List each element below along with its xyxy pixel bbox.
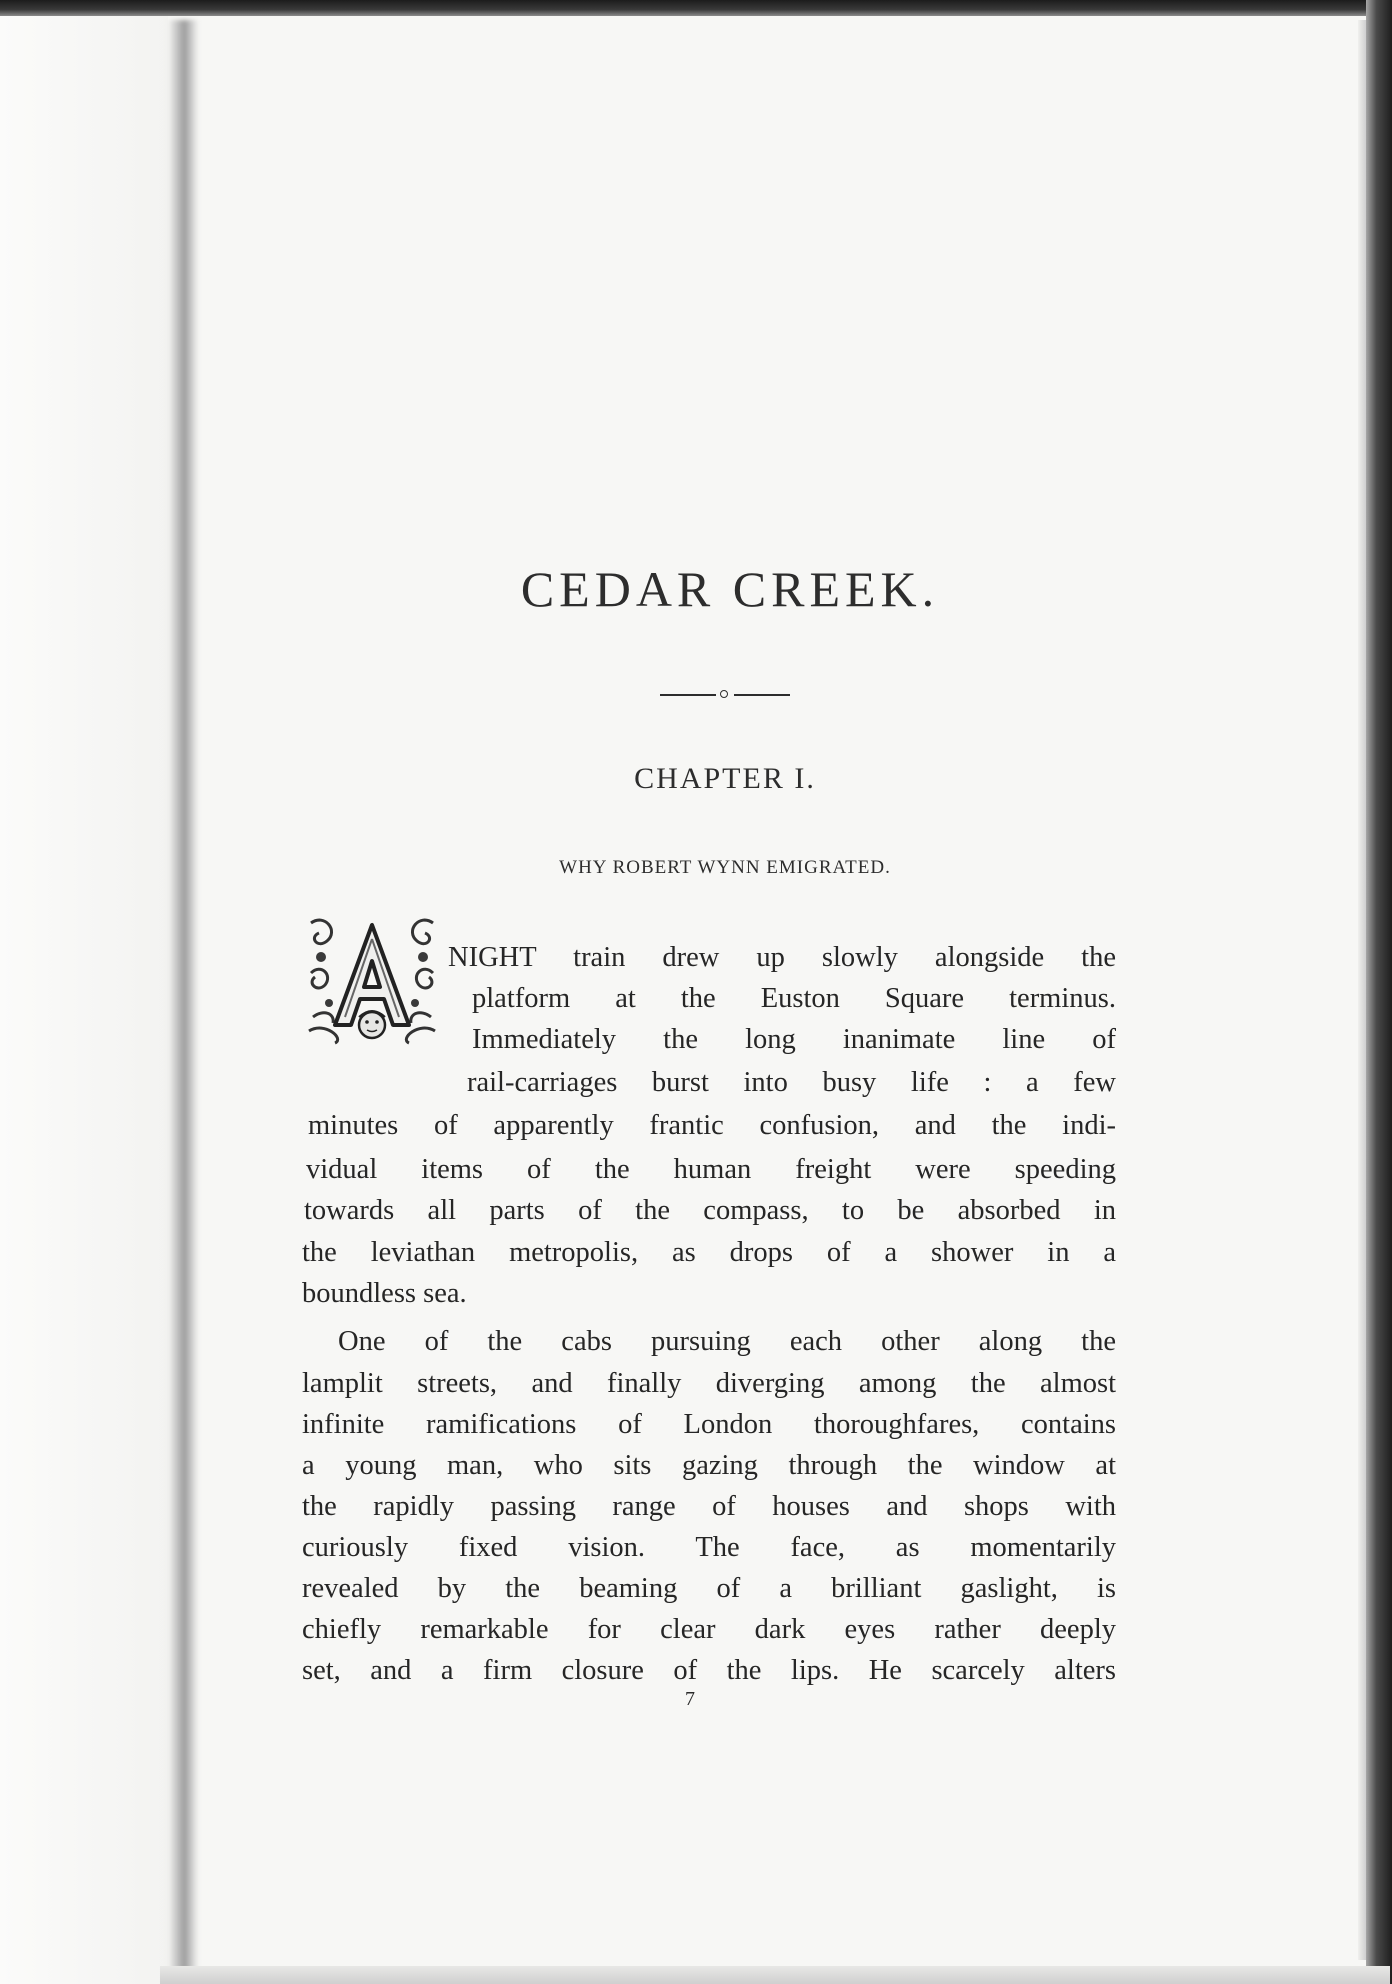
book-cover-edge bbox=[1366, 0, 1392, 1984]
left-blank-leaf bbox=[0, 16, 168, 1984]
text-line: boundless sea. bbox=[302, 1278, 467, 1309]
text-line: chiefly remarkable for clear dark eyes rather deeply bbox=[302, 1614, 1116, 1645]
text-line: Immediately the long inanimate line of bbox=[472, 1024, 1116, 1055]
text-line: revealed by the beaming of a brilliant gaslight, is bbox=[302, 1573, 1116, 1604]
text-line: One of the cabs pursuing each other along the bbox=[338, 1326, 1116, 1357]
text-line: set, and a firm closure of the lips. He scarcely alters bbox=[302, 1655, 1116, 1686]
text-line: the rapidly passing range of houses and shops with bbox=[302, 1491, 1116, 1522]
text-line: rail-carriages burst into busy life : a few bbox=[467, 1067, 1116, 1098]
page-number: 7 bbox=[685, 1688, 695, 1710]
text-line: curiously fixed vision. The face, as momentarily bbox=[302, 1532, 1116, 1563]
text-line: towards all parts of the compass, to be absorbed in bbox=[304, 1195, 1116, 1226]
text-line: lamplit streets, and finally diverging among the almost bbox=[302, 1368, 1116, 1399]
binding-gutter bbox=[168, 20, 198, 1970]
chapter-title: CHAPTER I. bbox=[634, 762, 816, 795]
text-line: infinite ramifications of London thoroughfares, contains bbox=[302, 1409, 1116, 1440]
text-line: minutes of apparently frantic confusion, and the indi- bbox=[308, 1110, 1116, 1141]
book-title: CEDAR CREEK. bbox=[520, 561, 940, 617]
scan-bottom-edge bbox=[160, 1966, 1390, 1984]
ornamental-drop-cap bbox=[305, 913, 439, 1047]
chapter-subtitle: WHY ROBERT WYNN EMIGRATED. bbox=[559, 857, 891, 878]
text-line: vidual items of the human freight were speeding bbox=[306, 1154, 1116, 1185]
text-line: the leviathan metropolis, as drops of a shower in a bbox=[302, 1237, 1116, 1268]
text-line: a young man, who sits gazing through the window at bbox=[302, 1450, 1116, 1481]
text-line: platform at the Euston Square terminus. bbox=[472, 983, 1116, 1014]
scan-top-edge bbox=[0, 0, 1392, 16]
text-line: NIGHT train drew up slowly alongside the bbox=[448, 942, 1116, 973]
title-ornament-rule bbox=[660, 693, 790, 697]
page-edge bbox=[1358, 20, 1366, 1960]
